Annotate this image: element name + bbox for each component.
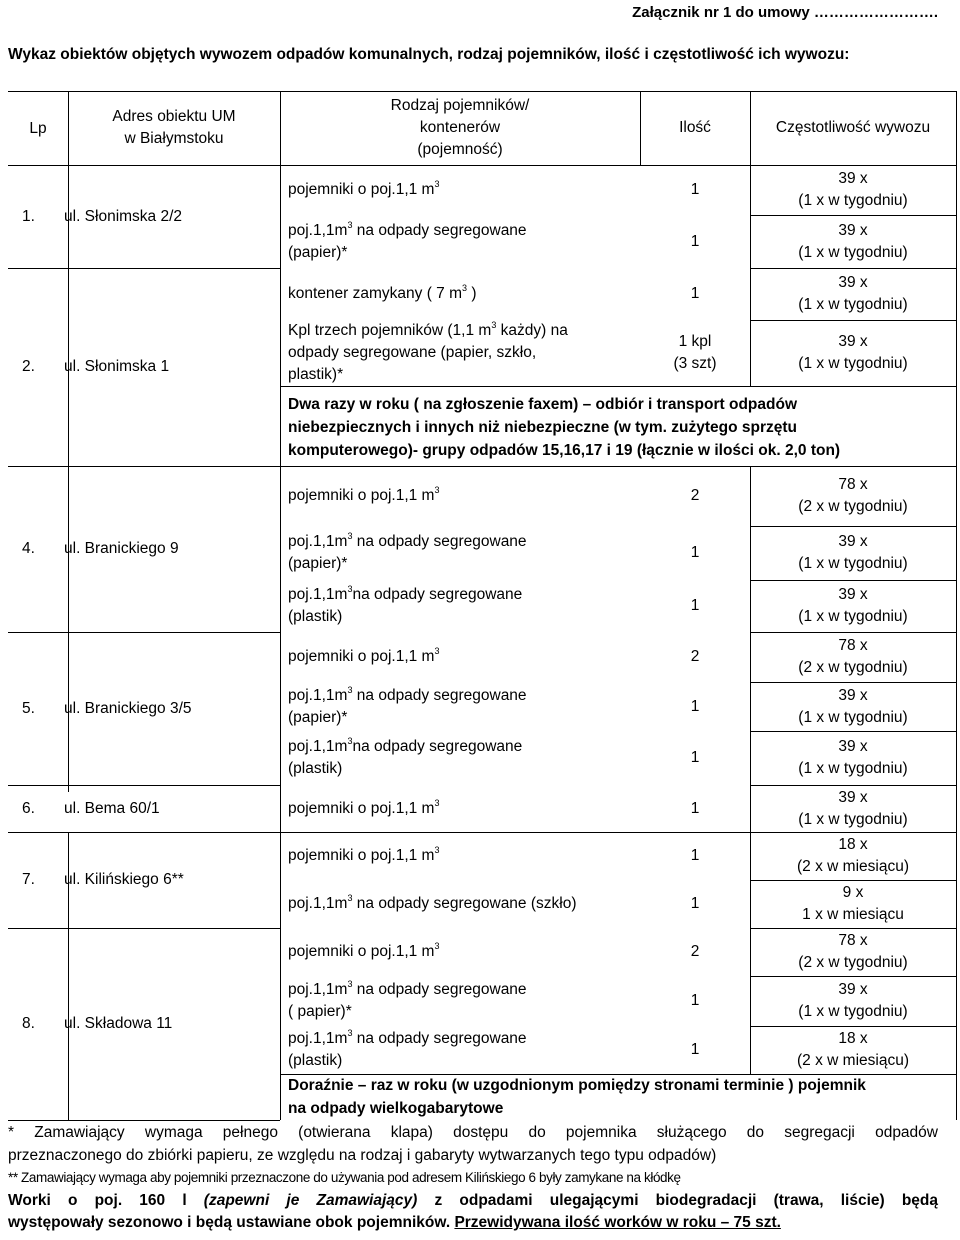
container-type-line1: [288, 798, 439, 820]
hazardous-waste-note-line: Dwa razy w roku ( na zgłoszenie faxem) – odbiór i transport odpadów: [288, 396, 797, 413]
frequency-line1: 18 x: [838, 836, 868, 853]
bags-note-part3: z odpadami ulegającymi biodegradacji (trawa, liście) będą: [417, 1191, 939, 1209]
container-type-line2: (plastik): [288, 1052, 343, 1069]
unit-superscript: 3: [434, 179, 440, 189]
container-type-line1: [288, 531, 527, 553]
frequency-line2: (1 x w tygodniu): [798, 192, 908, 209]
header-type-line3: (pojemność): [417, 141, 503, 158]
unit-superscript: 3: [347, 531, 353, 541]
object-lp: 4.: [22, 540, 35, 557]
quantity: 1: [690, 1041, 700, 1058]
type-text: pojemniki o poj.1,1 m: [288, 487, 435, 504]
unit-superscript: 3: [434, 798, 440, 808]
frequency-line2: (1 x w tygodniu): [798, 355, 908, 372]
container-type-line1: [288, 283, 477, 305]
frequency-line2: (1 x w tygodniu): [798, 555, 908, 572]
row-divider: [280, 832, 956, 833]
unit-superscript: 3: [434, 646, 440, 656]
type-text-cont: na odpady segregowane: [352, 1030, 527, 1047]
frequency-line2: (1 x w tygodniu): [798, 760, 908, 777]
footnote-star2: ** Zamawiający wymaga aby pojemniki przeznaczone do używania pod adresem Kilińskiego 6 były zamykane na kłódkę: [8, 1170, 681, 1185]
container-type-line1: [288, 1028, 527, 1050]
header-type-line1: Rodzaj pojemników/: [390, 97, 530, 114]
type-text: poj.1,1m: [288, 895, 348, 912]
header-lp: Lp: [29, 120, 47, 137]
frequency-line2: (2 x w miesiącu): [797, 858, 909, 875]
frequency-line2: (2 x w tygodniu): [798, 498, 908, 515]
frequency-line1: 39 x: [838, 274, 868, 291]
footnote-star1-line2: przeznaczonego do zbiórki papieru, ze względu na rodzaj i gabaryty wytwarzanych tego typu odpadów): [8, 1146, 717, 1164]
bags-note-part5: Przewidywana ilość worków w roku – 75 szt.: [454, 1214, 781, 1231]
object-divider: [8, 928, 280, 929]
unit-superscript: 3: [462, 283, 468, 293]
type-text: Kpl trzech pojemników (1,1 m: [288, 322, 492, 339]
bulky-waste-note-line: na odpady wielkogabarytowe: [288, 1100, 504, 1117]
header-qty: Ilość: [679, 119, 711, 136]
frequency-row-divider: [750, 928, 956, 929]
type-text: poj.1,1m: [288, 981, 348, 998]
unit-superscript: 3: [347, 1028, 353, 1038]
container-type-line2: (plastik): [288, 760, 343, 777]
frequency-line2: (1 x w tygodniu): [798, 296, 908, 313]
frequency-row-divider: [750, 215, 956, 216]
bags-note-part2: (zapewni je Zamawiający): [203, 1191, 418, 1209]
frequency-line2: (1 x w tygodniu): [798, 608, 908, 625]
type-text-cont: na odpady segregowane: [352, 687, 527, 704]
bags-note-line2: [8, 1212, 938, 1235]
footnote-star1-line1: * Zamawiający wymaga pełnego (otwierana klapa) dostępu do pojemnika służącego do segregacji odpadów: [8, 1124, 938, 1141]
type-text-cont: na odpady segregowane: [352, 738, 523, 755]
frequency-line1: 39 x: [838, 170, 868, 187]
frequency-row-divider: [750, 1026, 956, 1027]
header-col-divider: [280, 91, 281, 165]
row-divider: [280, 386, 956, 387]
type-text-cont: każdy) na: [496, 322, 568, 339]
frequency-line1: 9 x: [842, 884, 864, 901]
type-text: pojemniki o poj.1,1 m: [288, 943, 435, 960]
hazardous-waste-note-line: komputerowego)- grupy odpadów 15,16,17 i 19 (łącznie w ilości ok. 2,0 ton): [288, 442, 841, 459]
object-lp: 8.: [22, 1015, 35, 1032]
frequency-row-divider: [750, 580, 956, 581]
object-lp: 5.: [22, 700, 35, 717]
unit-superscript: 3: [434, 941, 440, 951]
container-type-line1: [288, 685, 527, 707]
object-address: ul. Branickiego 3/5: [64, 700, 192, 717]
frequency-line1: 39 x: [838, 333, 868, 350]
type-text: pojemniki o poj.1,1 m: [288, 800, 435, 817]
object-address: ul. Bema 60/1: [64, 800, 160, 817]
type-text: poj.1,1m: [288, 1030, 348, 1047]
type-text-cont: na odpady segregowane: [352, 533, 527, 550]
object-address: ul. Składowa 11: [64, 1015, 173, 1032]
quantity: 1: [690, 285, 700, 302]
quantity: 1: [690, 992, 700, 1009]
frequency-row-divider: [750, 320, 956, 321]
quantity: 2: [690, 648, 700, 665]
object-divider: [8, 832, 280, 833]
unit-superscript: 3: [434, 485, 440, 495]
type-text: kontener zamykany ( 7 m: [288, 285, 463, 302]
object-address: ul. Słonimska 2/2: [64, 208, 183, 225]
frequency-line1: 78 x: [838, 476, 868, 493]
row-divider: [280, 466, 956, 467]
container-type-line1: [288, 646, 439, 668]
header-col-divider: [68, 91, 69, 165]
type-text-cont: na odpady segregowane: [352, 981, 527, 998]
header-col-divider: [750, 91, 751, 165]
container-type-line1: [288, 736, 522, 758]
table-right-border: [956, 91, 957, 1120]
object-lp: 2.: [22, 358, 35, 375]
header-address-line2: w Białymstoku: [124, 130, 224, 147]
frequency-line2: (1 x w tygodniu): [798, 1003, 908, 1020]
frequency-row-divider: [750, 731, 956, 732]
container-type-line1: [288, 941, 439, 963]
frequency-line2: (2 x w tygodniu): [798, 659, 908, 676]
type-column-left-border: [280, 165, 281, 1120]
object-address: ul. Słonimska 1: [64, 358, 170, 375]
bags-note-part1: Worki o poj. 160 l: [8, 1191, 204, 1209]
type-text-cont: na odpady segregowane: [352, 222, 527, 239]
object-lp: 6.: [22, 800, 35, 817]
frequency-line2: (2 x w miesiącu): [797, 1052, 909, 1069]
header-address-line1: Adres obiektu UM: [112, 108, 236, 125]
object-divider: [8, 466, 280, 467]
quantity: 1: [690, 847, 700, 864]
type-text: poj.1,1m: [288, 222, 348, 239]
container-type-line1: [288, 320, 568, 342]
quantity-line2: (3 szt): [673, 355, 717, 372]
unit-superscript: 3: [347, 893, 353, 903]
unit-superscript: 3: [347, 685, 353, 695]
type-text: pojemniki o poj.1,1 m: [288, 648, 435, 665]
frequency-line1: 39 x: [838, 687, 868, 704]
footnotes: [8, 1122, 938, 1235]
frequency-line1: 39 x: [838, 981, 868, 998]
page-heading: Wykaz obiektów objętych wywozem odpadów komunalnych, rodzaj pojemników, ilość i częstotliwość ich wywozu:: [8, 46, 850, 63]
type-text: poj.1,1m: [288, 687, 348, 704]
quantity: 2: [690, 943, 700, 960]
container-type-line1: [288, 179, 439, 201]
quantity: 2: [690, 487, 700, 504]
frequency-line2: (1 x w tygodniu): [798, 811, 908, 828]
container-type-line3: plastik)*: [288, 366, 344, 383]
header-type-line2: kontenerów: [419, 119, 501, 136]
frequency-line1: 39 x: [838, 533, 868, 550]
container-type-line2: odpady segregowane (papier, szkło,: [288, 344, 537, 361]
quantity: 1: [690, 800, 700, 817]
quantity: 1: [690, 597, 700, 614]
type-text: pojemniki o poj.1,1 m: [288, 847, 435, 864]
container-type-line1: [288, 893, 577, 915]
frequency-line2: (1 x w tygodniu): [798, 709, 908, 726]
container-type-line2: ( papier)*: [288, 1003, 352, 1020]
frequency-line1: 78 x: [838, 637, 868, 654]
frequency-line1: 39 x: [838, 222, 868, 239]
frequency-row-divider: [750, 632, 956, 633]
frequency-line1: 39 x: [838, 586, 868, 603]
container-type-line1: [288, 485, 439, 507]
row-divider: [280, 165, 956, 166]
frequency-line2: (1 x w tygodniu): [798, 244, 908, 261]
unit-superscript: 3: [491, 320, 497, 330]
object-divider: [8, 632, 280, 633]
quantity: 1: [690, 749, 700, 766]
bags-note-line1: [8, 1190, 938, 1213]
type-text-cont: ): [467, 285, 477, 302]
frequency-row-divider: [750, 682, 956, 683]
header-frequency: Częstotliwość wywozu: [775, 119, 931, 136]
container-type-line1: [288, 845, 439, 867]
hazardous-waste-note-line: niebezpiecznych i innych niż niebezpieczne (w tym. zużytego sprzętu: [288, 419, 798, 436]
container-type-line2: (papier)*: [288, 555, 348, 572]
object-lp: 1.: [22, 208, 35, 225]
quantity: 1: [690, 181, 700, 198]
bulky-waste-note-line: Doraźnie – raz w roku (w uzgodnionym pomiędzy stronami terminie ) pojemnik: [288, 1077, 866, 1094]
container-type-line1: [288, 979, 527, 1001]
header-col-divider: [640, 91, 641, 165]
frequency-row-divider: [750, 785, 956, 786]
quantity: 1: [690, 895, 700, 912]
frequency-row-divider: [750, 880, 956, 881]
frequency-line1: 39 x: [838, 738, 868, 755]
frequency-row-divider: [750, 268, 956, 269]
object-divider: [8, 1120, 280, 1121]
frequency-line1: 39 x: [838, 789, 868, 806]
bags-note-part4: występowały sezonowo i będą ustawiane obok pojemników.: [8, 1214, 455, 1231]
frequency-line2: 1 x w miesiącu: [802, 906, 904, 923]
object-lp: 7.: [22, 871, 35, 888]
object-divider: [8, 785, 280, 786]
type-text: pojemniki o poj.1,1 m: [288, 181, 435, 198]
container-type-line2: (papier)*: [288, 244, 348, 261]
object-address: ul. Kilińskiego 6**: [64, 871, 184, 888]
unit-superscript: 3: [347, 584, 353, 594]
container-type-line1: [288, 220, 527, 242]
type-text: poj.1,1m: [288, 586, 348, 603]
quantity: 1: [690, 233, 700, 250]
quantity-line1: 1 kpl: [678, 333, 712, 350]
type-text-cont: na odpady segregowane (szkło): [352, 895, 577, 912]
object-address: ul. Branickiego 9: [64, 540, 179, 557]
container-type-line1: [288, 584, 522, 606]
frequency-line1: 78 x: [838, 932, 868, 949]
frequency-line2: (2 x w tygodniu): [798, 954, 908, 971]
type-text: poj.1,1m: [288, 533, 348, 550]
object-divider: [8, 268, 280, 269]
quantity: 1: [690, 544, 700, 561]
frequency-row-divider: [750, 976, 956, 977]
unit-superscript: 3: [347, 979, 353, 989]
unit-superscript: 3: [347, 736, 353, 746]
table-top-border: [8, 91, 956, 92]
container-type-line2: (plastik): [288, 608, 343, 625]
frequency-line1: 18 x: [838, 1030, 868, 1047]
quantity: 1: [690, 698, 700, 715]
unit-superscript: 3: [434, 845, 440, 855]
frequency-row-divider: [750, 526, 956, 527]
type-text-cont: na odpady segregowane: [352, 586, 523, 603]
container-type-line2: (papier)*: [288, 709, 348, 726]
annex-label: Załącznik nr 1 do umowy …………………….: [632, 4, 938, 21]
type-text: poj.1,1m: [288, 738, 348, 755]
unit-superscript: 3: [347, 220, 353, 230]
